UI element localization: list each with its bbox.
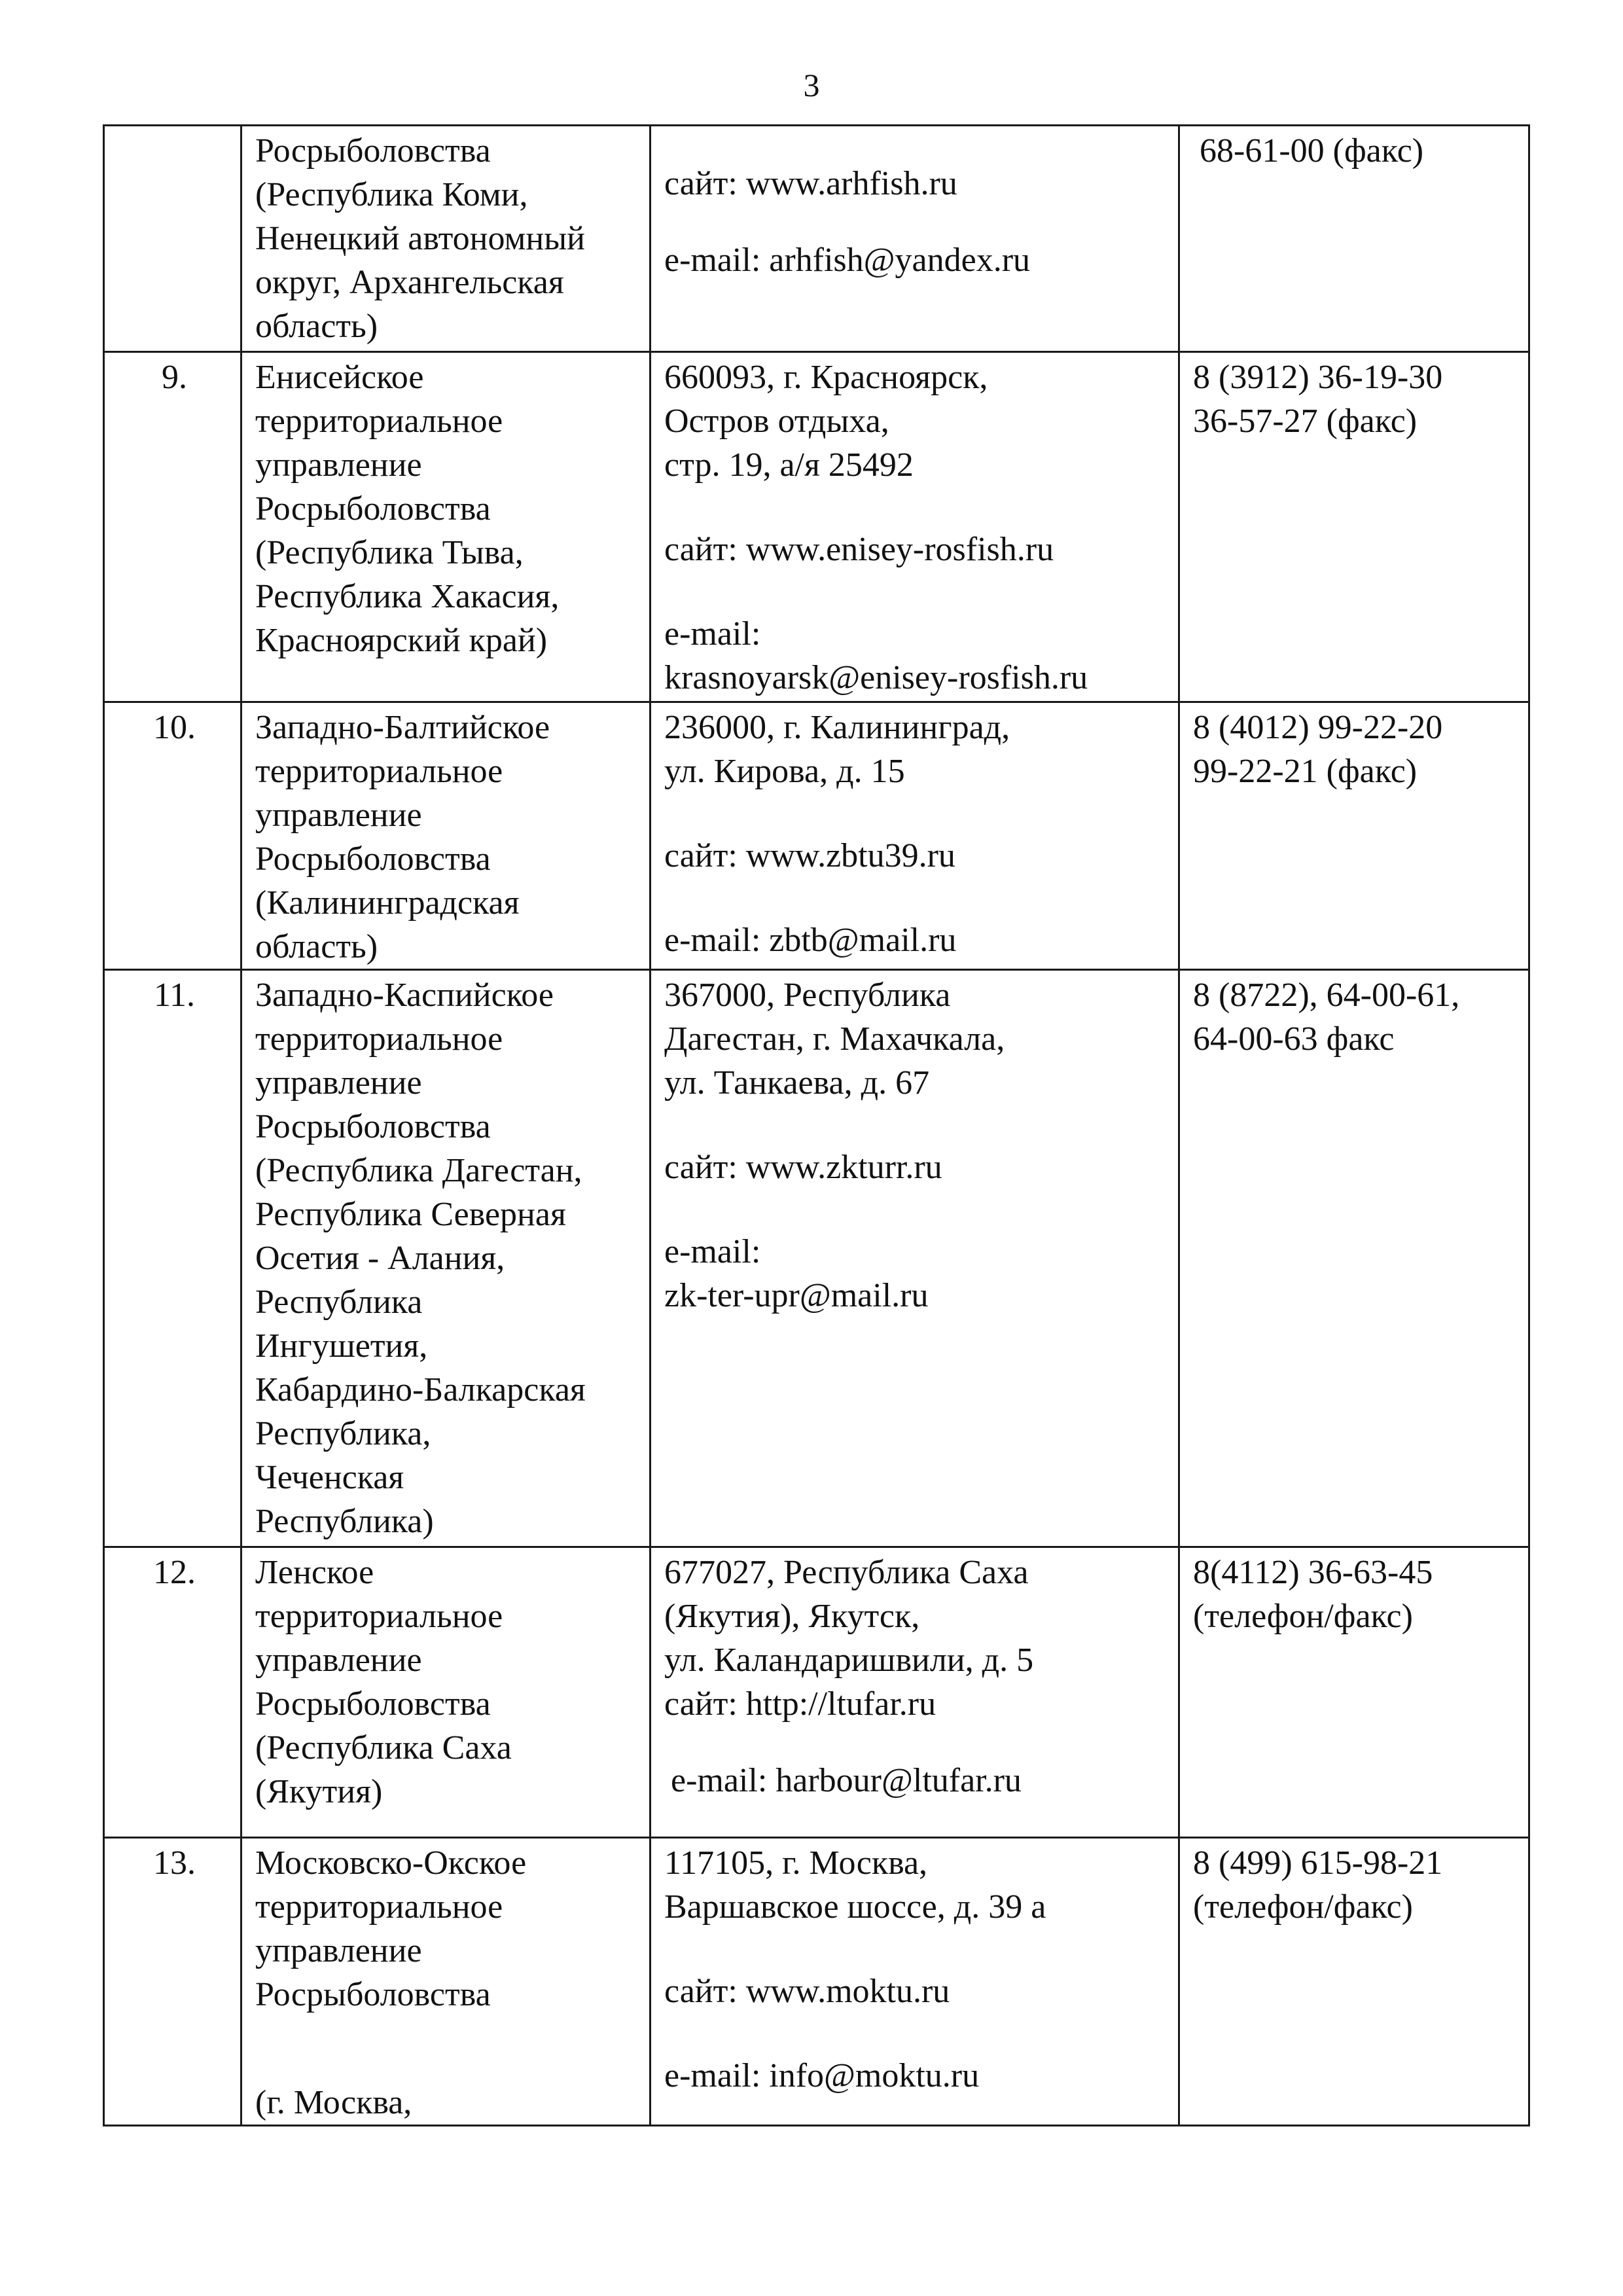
email-link[interactable]: zk-ter-upr@mail.ru: [664, 1277, 929, 1314]
name-line: (Республика Дагестан,: [255, 1152, 582, 1189]
office-name-cell: [241, 970, 651, 1547]
name-line: Московско-Окское: [255, 1844, 527, 1882]
address-cell: [651, 126, 1179, 352]
name-line: территориальное: [255, 753, 503, 790]
name-line: Росрыболовства: [255, 840, 491, 878]
name-line: управление: [255, 1064, 422, 1102]
name-line: территориальное: [255, 1888, 503, 1926]
name-line: управление: [255, 1932, 422, 1969]
name-line: Чеченская: [255, 1459, 404, 1496]
phone-line: 36-57-27 (факс): [1193, 403, 1418, 440]
name-line: Красноярский край): [255, 622, 548, 659]
name-line: управление: [255, 797, 422, 834]
table-row: [104, 1547, 1529, 1838]
address-line: Остров отдыха,: [664, 403, 889, 440]
name-line: Росрыболовства: [255, 1108, 491, 1145]
name-line: (Якутия): [255, 1773, 383, 1810]
address-line: стр. 19, а/я 25492: [664, 446, 914, 484]
name-line: (Республика Коми,: [255, 176, 528, 213]
name-line: управление: [255, 446, 422, 484]
site-link[interactable]: сайт: www.moktu.ru: [664, 1973, 950, 2010]
phone-cell: [1179, 702, 1529, 970]
name-line: Росрыболовства: [255, 1685, 491, 1723]
table-row: [104, 702, 1529, 970]
address-line: 117105, г. Москва,: [664, 1844, 928, 1882]
row-number: 12.: [104, 1547, 241, 1838]
table-row: [104, 352, 1529, 702]
site-link[interactable]: сайт: www.zkturr.ru: [664, 1149, 942, 1186]
office-name-cell: [241, 702, 651, 970]
table-row: [104, 1838, 1529, 2126]
row-number: [104, 126, 241, 352]
phone-line: (телефон/факс): [1193, 1888, 1413, 1926]
email-link[interactable]: krasnoyarsk@enisey-rosfish.ru: [664, 659, 1088, 696]
name-line: Ленское: [255, 1554, 374, 1591]
name-line: территориальное: [255, 1020, 503, 1058]
phone-cell: [1179, 1547, 1529, 1838]
site-link[interactable]: сайт: www.enisey-rosfish.ru: [664, 531, 1054, 568]
email-link[interactable]: e-mail: info@moktu.ru: [664, 2057, 980, 2094]
row-number: 10.: [104, 702, 241, 970]
name-line: округ, Архангельская: [255, 264, 564, 301]
name-line: Росрыболовства: [255, 132, 491, 170]
phone-cell: [1179, 970, 1529, 1547]
site-link[interactable]: сайт: www.zbtu39.ru: [664, 837, 955, 874]
address-line: ул. Танкаева, д. 67: [664, 1064, 930, 1102]
office-name-cell: [241, 1838, 651, 2126]
address-cell: [651, 970, 1179, 1547]
phone-cell: [1179, 1838, 1529, 2126]
name-line: Республика): [255, 1503, 434, 1540]
name-line: Республика: [255, 1283, 423, 1321]
name-line: Республика Хакасия,: [255, 578, 560, 615]
address-cell: [651, 702, 1179, 970]
site-link[interactable]: сайт: www.arhfish.ru: [664, 165, 957, 202]
phone-line: 8 (4012) 99-22-20: [1193, 709, 1443, 746]
address-line: Варшавское шоссе, д. 39 а: [664, 1888, 1046, 1926]
phone-line: (телефон/факс): [1193, 1598, 1413, 1635]
name-line: территориальное: [255, 403, 503, 440]
name-line: Ингушетия,: [255, 1327, 428, 1365]
territorial-offices-table: [103, 124, 1530, 2126]
name-line: Западно-Каспийское: [255, 977, 554, 1014]
name-line: (Калининградская: [255, 884, 520, 922]
page-number: 3: [803, 67, 820, 103]
phone-cell: [1179, 352, 1529, 702]
name-line: Росрыболовства: [255, 1976, 491, 2013]
address-cell: [651, 1547, 1179, 1838]
address-line: Дагестан, г. Махачкала,: [664, 1020, 1005, 1058]
row-number: 9.: [104, 352, 241, 702]
name-line: Западно-Балтийское: [255, 709, 550, 746]
phone-line: 64-00-63 факс: [1193, 1020, 1395, 1058]
phone-line: 8(4112) 36-63-45: [1193, 1554, 1433, 1591]
email-link[interactable]: e-mail: harbour@ltufar.ru: [671, 1762, 1022, 1799]
address-cell: [651, 352, 1179, 702]
address-cell: [651, 1838, 1179, 2126]
email-link[interactable]: e-mail: arhfish@yandex.ru: [664, 242, 1031, 279]
name-line: управление: [255, 1641, 422, 1679]
name-line: (Республика Саха: [255, 1729, 512, 1767]
name-line: (г. Москва,: [255, 2084, 412, 2121]
office-name-cell: [241, 1547, 651, 1838]
name-line: Ненецкий автономный: [255, 220, 586, 257]
row-number: 11.: [104, 970, 241, 1547]
email-label: e-mail:: [664, 1233, 761, 1270]
name-line: Енисейское: [255, 359, 424, 396]
phone-cell: [1179, 126, 1529, 352]
email-link[interactable]: e-mail: zbtb@mail.ru: [664, 922, 957, 959]
office-name-cell: [241, 352, 651, 702]
name-line: Республика,: [255, 1415, 431, 1452]
address-line: 677027, Республика Саха: [664, 1554, 1029, 1591]
address-line: ул. Кирова, д. 15: [664, 753, 905, 790]
office-name-cell: [241, 126, 651, 352]
name-line: Кабардино-Балкарская: [255, 1371, 586, 1408]
address-line: 236000, г. Калининград,: [664, 709, 1010, 746]
name-line: область): [255, 928, 378, 965]
table-row: [104, 126, 1529, 352]
name-line: Республика Северная: [255, 1196, 566, 1233]
site-link[interactable]: сайт: http://ltufar.ru: [664, 1685, 936, 1723]
phone-line: 8 (499) 615-98-21: [1193, 1844, 1443, 1882]
email-label: e-mail:: [664, 615, 761, 653]
phone-line: 8 (8722), 64-00-61,: [1193, 977, 1460, 1014]
address-line: ул. Каландаришвили, д. 5: [664, 1641, 1034, 1679]
phone-line: 8 (3912) 36-19-30: [1193, 359, 1443, 396]
name-line: область): [255, 308, 378, 345]
table-row: [104, 970, 1529, 1547]
name-line: территориальное: [255, 1598, 503, 1635]
address-line: 660093, г. Красноярск,: [664, 359, 988, 396]
name-line: Росрыболовства: [255, 490, 491, 528]
address-line: (Якутия), Якутск,: [664, 1598, 920, 1635]
phone-line: 99-22-21 (факс): [1193, 753, 1418, 790]
name-line: Осетия - Алания,: [255, 1240, 505, 1277]
phone-line: 68-61-00 (факс): [1200, 132, 1424, 170]
address-line: 367000, Республика: [664, 977, 951, 1014]
row-number: 13.: [104, 1838, 241, 2126]
name-line: (Республика Тыва,: [255, 534, 524, 571]
